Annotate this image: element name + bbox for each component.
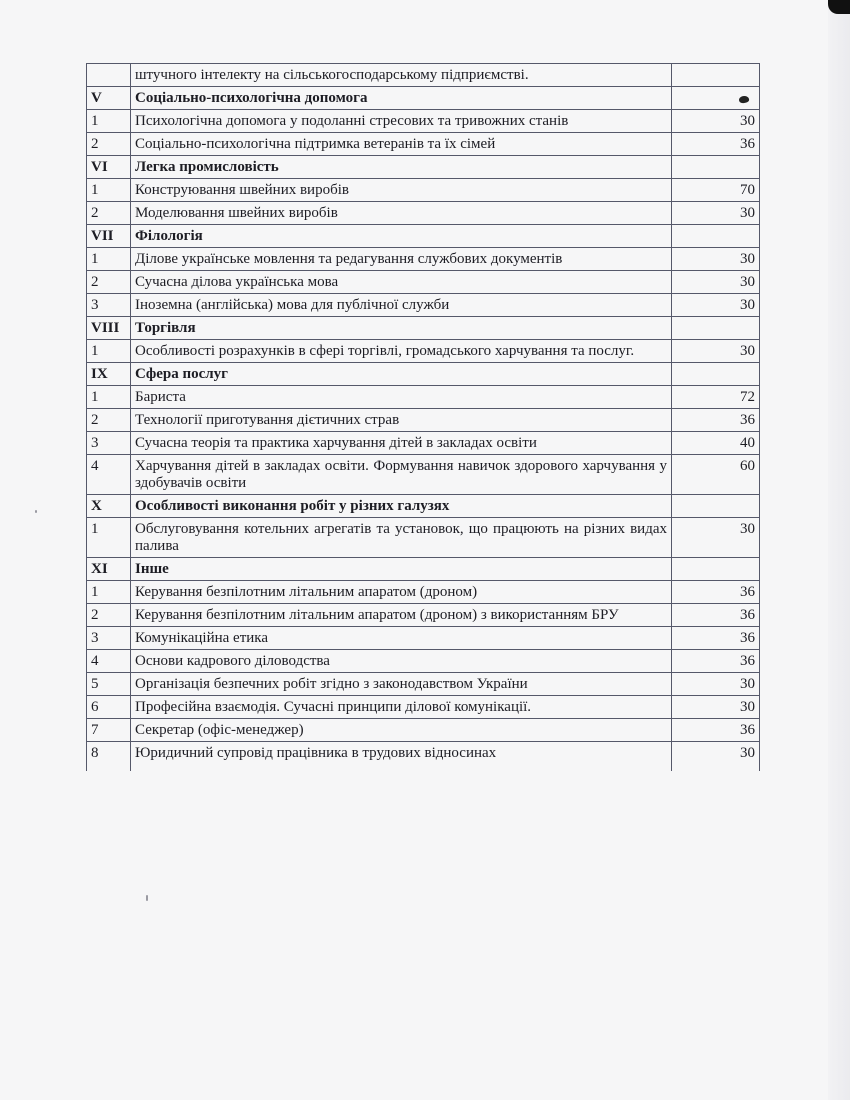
- row-number: 3: [87, 294, 131, 317]
- section-title: Легка промисловість: [131, 156, 672, 179]
- row-number: 4: [87, 650, 131, 673]
- row-hours: 70: [672, 179, 760, 202]
- scan-corner-shadow: [828, 0, 850, 14]
- row-hours: 40: [672, 432, 760, 455]
- table-row: [87, 340, 760, 363]
- row-number: 1: [87, 340, 131, 363]
- section-hours-cell: [672, 363, 760, 386]
- section-number: X: [87, 495, 131, 518]
- row-description: Харчування дітей в закладах освіти. Формування навичок здорового харчування у здобувачів освіти: [131, 455, 672, 495]
- row-description: Основи кадрового діловодства: [131, 650, 672, 673]
- row-hours: 36: [672, 133, 760, 156]
- row-number: 1: [87, 386, 131, 409]
- section-hours-cell: [672, 495, 760, 518]
- row-description: Секретар (офіс-менеджер): [131, 719, 672, 742]
- row-description: Обслуговування котельних агрегатів та установок, що працюють на різних видах палива: [131, 518, 672, 558]
- section-number: VIII: [87, 317, 131, 340]
- row-number: 2: [87, 604, 131, 627]
- row-description: Професійна взаємодія. Сучасні принципи ділової комунікації.: [131, 696, 672, 719]
- table-row: [87, 650, 760, 673]
- row-description: Комунікаційна етика: [131, 627, 672, 650]
- row-hours: 30: [672, 248, 760, 271]
- table-row-continuation: [87, 64, 760, 87]
- row-number: 1: [87, 110, 131, 133]
- row-number: 1: [87, 179, 131, 202]
- row-hours: 30: [672, 673, 760, 696]
- row-description: Психологічна допомога у подоланні стресових та тривожних станів: [131, 110, 672, 133]
- row-description: Конструювання швейних виробів: [131, 179, 672, 202]
- row-number: 2: [87, 271, 131, 294]
- section-number: V: [87, 87, 131, 110]
- row-number: 3: [87, 627, 131, 650]
- section-number: IX: [87, 363, 131, 386]
- section-title: Соціально-психологічна допомога: [131, 87, 672, 110]
- section-title: Філологія: [131, 225, 672, 248]
- table-row: [87, 627, 760, 650]
- row-number: 1: [87, 581, 131, 604]
- table-row: [87, 696, 760, 719]
- row-hours: 36: [672, 650, 760, 673]
- row-description: Технології приготування дієтичних страв: [131, 409, 672, 432]
- row-description: Керування безпілотним літальним апаратом (дроном) з використанням БРУ: [131, 604, 672, 627]
- row-hours: 60: [672, 455, 760, 495]
- row-description: Сучасна ділова українська мова: [131, 271, 672, 294]
- section-number: VII: [87, 225, 131, 248]
- table-row: [87, 455, 760, 495]
- table-row: [87, 179, 760, 202]
- row-number: 6: [87, 696, 131, 719]
- row-number: 1: [87, 518, 131, 558]
- section-hours-cell: [672, 317, 760, 340]
- row-hours: 36: [672, 409, 760, 432]
- section-header-row: [87, 225, 760, 248]
- row-number: 5: [87, 673, 131, 696]
- section-number: VI: [87, 156, 131, 179]
- row-hours: 30: [672, 518, 760, 558]
- row-hours: 36: [672, 627, 760, 650]
- table-row: [87, 742, 760, 772]
- scan-speck: [146, 895, 148, 901]
- row-description: Моделювання швейних виробів: [131, 202, 672, 225]
- table-row: [87, 294, 760, 317]
- row-number: 2: [87, 133, 131, 156]
- row-number: 4: [87, 455, 131, 495]
- row-hours: 30: [672, 202, 760, 225]
- table-row: [87, 581, 760, 604]
- table-row: [87, 673, 760, 696]
- row-description: Сучасна теорія та практика харчування дітей в закладах освіти: [131, 432, 672, 455]
- row-description: Юридичний супровід працівника в трудових відносинах: [131, 742, 672, 772]
- table-row: [87, 432, 760, 455]
- section-title: Особливості виконання робіт у різних галузях: [131, 495, 672, 518]
- table-row: [87, 248, 760, 271]
- row-hours: 36: [672, 719, 760, 742]
- scan-page-edge: [828, 0, 850, 1100]
- row-hours: 72: [672, 386, 760, 409]
- row-hours: [672, 64, 760, 87]
- section-header-row: [87, 87, 760, 110]
- section-header-row: [87, 495, 760, 518]
- row-hours: 30: [672, 294, 760, 317]
- row-description: Організація безпечних робіт згідно з законодавством України: [131, 673, 672, 696]
- section-number: XI: [87, 558, 131, 581]
- scan-speck: [35, 510, 37, 513]
- table-row: [87, 409, 760, 432]
- row-hours: 36: [672, 604, 760, 627]
- section-hours-cell: [672, 87, 760, 110]
- section-title: Торгівля: [131, 317, 672, 340]
- section-header-row: [87, 363, 760, 386]
- table-row: [87, 110, 760, 133]
- row-description: Іноземна (англійська) мова для публічної служби: [131, 294, 672, 317]
- table-row: [87, 202, 760, 225]
- row-number: 2: [87, 202, 131, 225]
- section-header-row: [87, 317, 760, 340]
- row-description: Особливості розрахунків в сфері торгівлі, громадського харчування та послуг.: [131, 340, 672, 363]
- row-number: [87, 64, 131, 87]
- row-description: Ділове українське мовлення та редагування службових документів: [131, 248, 672, 271]
- table-row: [87, 518, 760, 558]
- section-hours-cell: [672, 156, 760, 179]
- row-number: 7: [87, 719, 131, 742]
- row-description: Соціально-психологічна підтримка ветеранів та їх сімей: [131, 133, 672, 156]
- row-description: штучного інтелекту на сільськогосподарському підприємстві.: [131, 64, 672, 87]
- row-number: 2: [87, 409, 131, 432]
- row-hours: 30: [672, 271, 760, 294]
- row-hours: 30: [672, 340, 760, 363]
- row-hours: 30: [672, 742, 760, 772]
- row-number: 8: [87, 742, 131, 772]
- row-hours: 30: [672, 110, 760, 133]
- row-hours: 36: [672, 581, 760, 604]
- row-description: Бариста: [131, 386, 672, 409]
- row-number: 1: [87, 248, 131, 271]
- section-title: Сфера послуг: [131, 363, 672, 386]
- courses-table: [86, 63, 760, 771]
- section-title: Інше: [131, 558, 672, 581]
- ink-blot-mark: [738, 95, 749, 104]
- row-description: Керування безпілотним літальним апаратом (дроном): [131, 581, 672, 604]
- row-number: 3: [87, 432, 131, 455]
- table-row: [87, 133, 760, 156]
- table-row: [87, 386, 760, 409]
- section-hours-cell: [672, 225, 760, 248]
- section-hours-cell: [672, 558, 760, 581]
- section-header-row: [87, 156, 760, 179]
- table-row: [87, 271, 760, 294]
- section-header-row: [87, 558, 760, 581]
- table-row: [87, 604, 760, 627]
- row-hours: 30: [672, 696, 760, 719]
- table-row: [87, 719, 760, 742]
